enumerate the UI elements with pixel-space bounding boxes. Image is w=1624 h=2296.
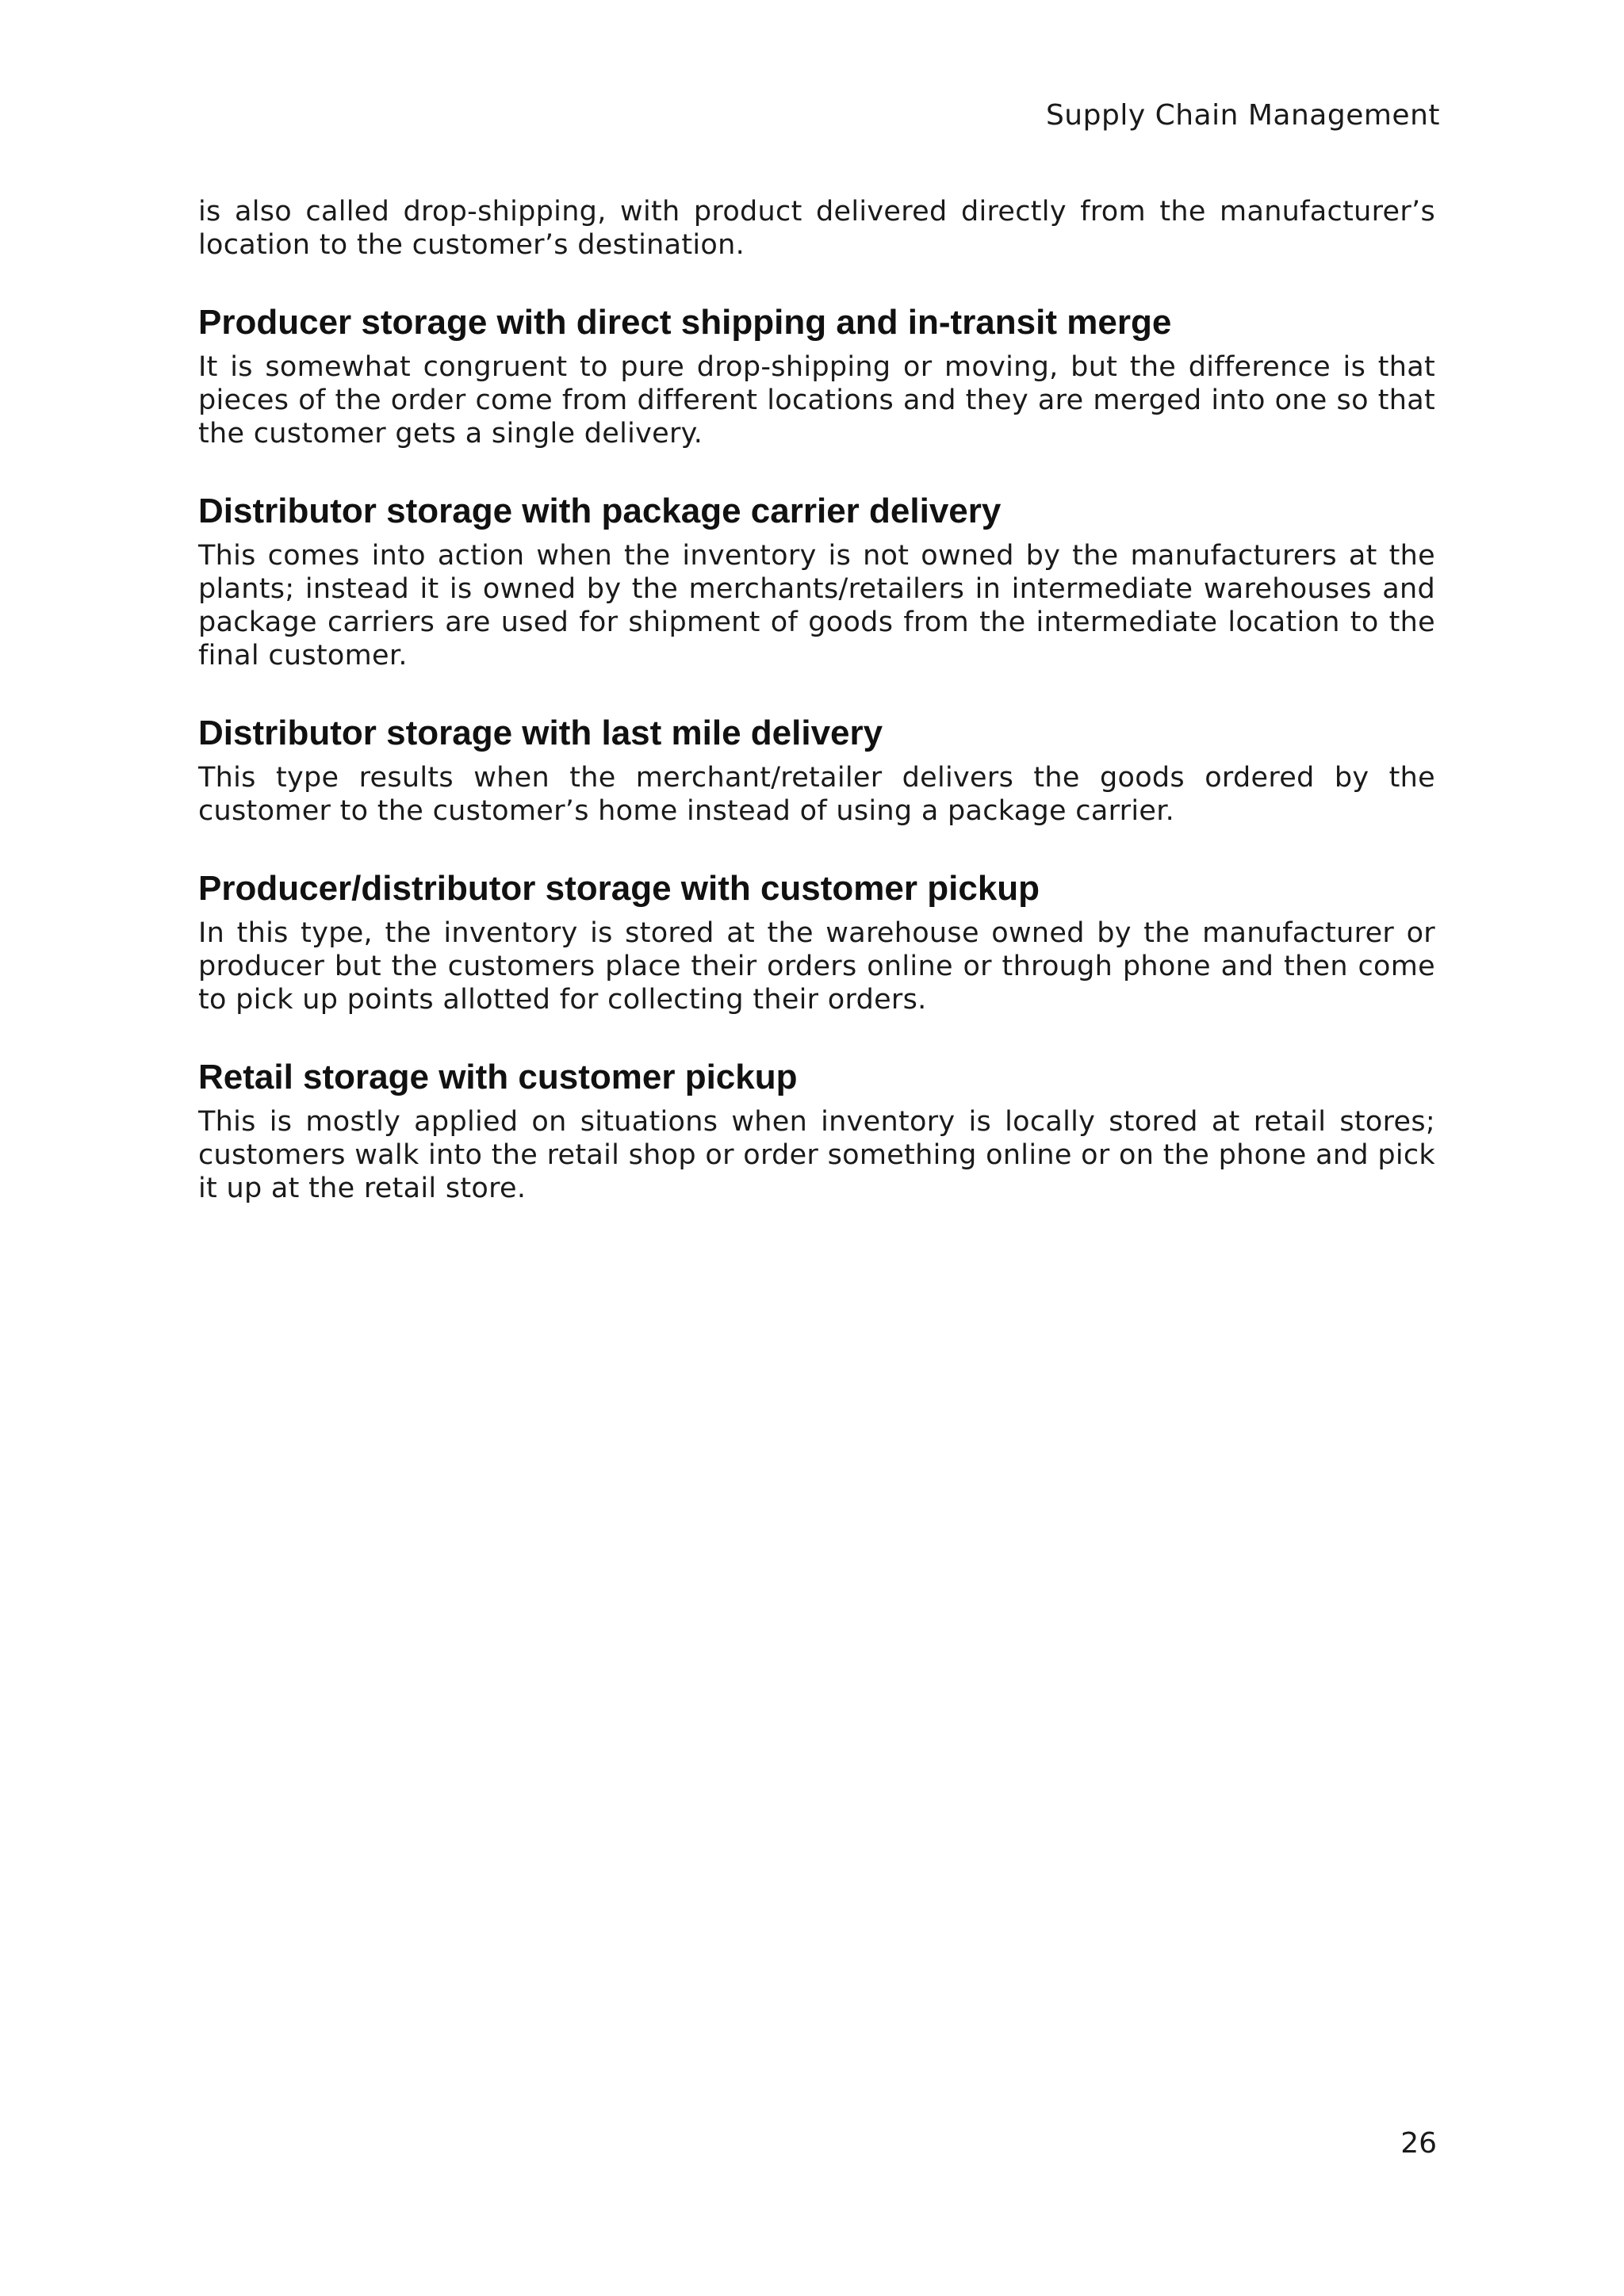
- section-heading: Producer/distributor storage with customer pickup: [198, 869, 1040, 908]
- section-heading: Distributor storage with package carrier delivery: [198, 492, 1002, 530]
- section-body: This is mostly applied on situations when inventory is locally stored at retail stores; customers walk into the retail shop or order something online or on the phone and pick it up at the retail store.: [198, 1106, 1435, 1204]
- section-last-mile-delivery: [198, 712, 1435, 828]
- section-body: This type results when the merchant/retailer delivers the goods ordered by the customer to the customer’s home instead of using a package carrier.: [198, 762, 1435, 827]
- intro-paragraph: is also called drop-shipping, with product delivered directly from the manufacturer’s location to the customer’s destination.: [198, 196, 1435, 261]
- section-body: This comes into action when the inventory is not owned by the manufacturers at the plants; instead it is owned by the merchants/retailers in intermediate warehouses and package carriers are used for shipment of goods from the intermediate location to the final customer.: [198, 540, 1435, 672]
- page-number: 26: [1400, 2127, 1437, 2160]
- section-heading: Retail storage with customer pickup: [198, 1058, 798, 1096]
- section-producer-distributor-pickup: [198, 867, 1435, 1016]
- section-heading: Distributor storage with last mile delivery: [198, 714, 883, 752]
- section-retail-storage-pickup: [198, 1056, 1435, 1205]
- running-header: Supply Chain Management: [1045, 99, 1440, 132]
- section-heading: Producer storage with direct shipping and in-transit merge: [198, 303, 1172, 342]
- page-content: [198, 195, 1435, 1205]
- section-in-transit-merge: [198, 301, 1435, 450]
- section-body: In this type, the inventory is stored at the warehouse owned by the manufacturer or producer but the customers place their orders online or through phone and then come to pick up points allotted for collecting their orders.: [198, 917, 1435, 1016]
- section-body: It is somewhat congruent to pure drop-shipping or moving, but the difference is that pieces of the order come from different locations and they are merged into one so that the customer gets a single delivery.: [198, 351, 1435, 450]
- section-package-carrier-delivery: [198, 490, 1435, 672]
